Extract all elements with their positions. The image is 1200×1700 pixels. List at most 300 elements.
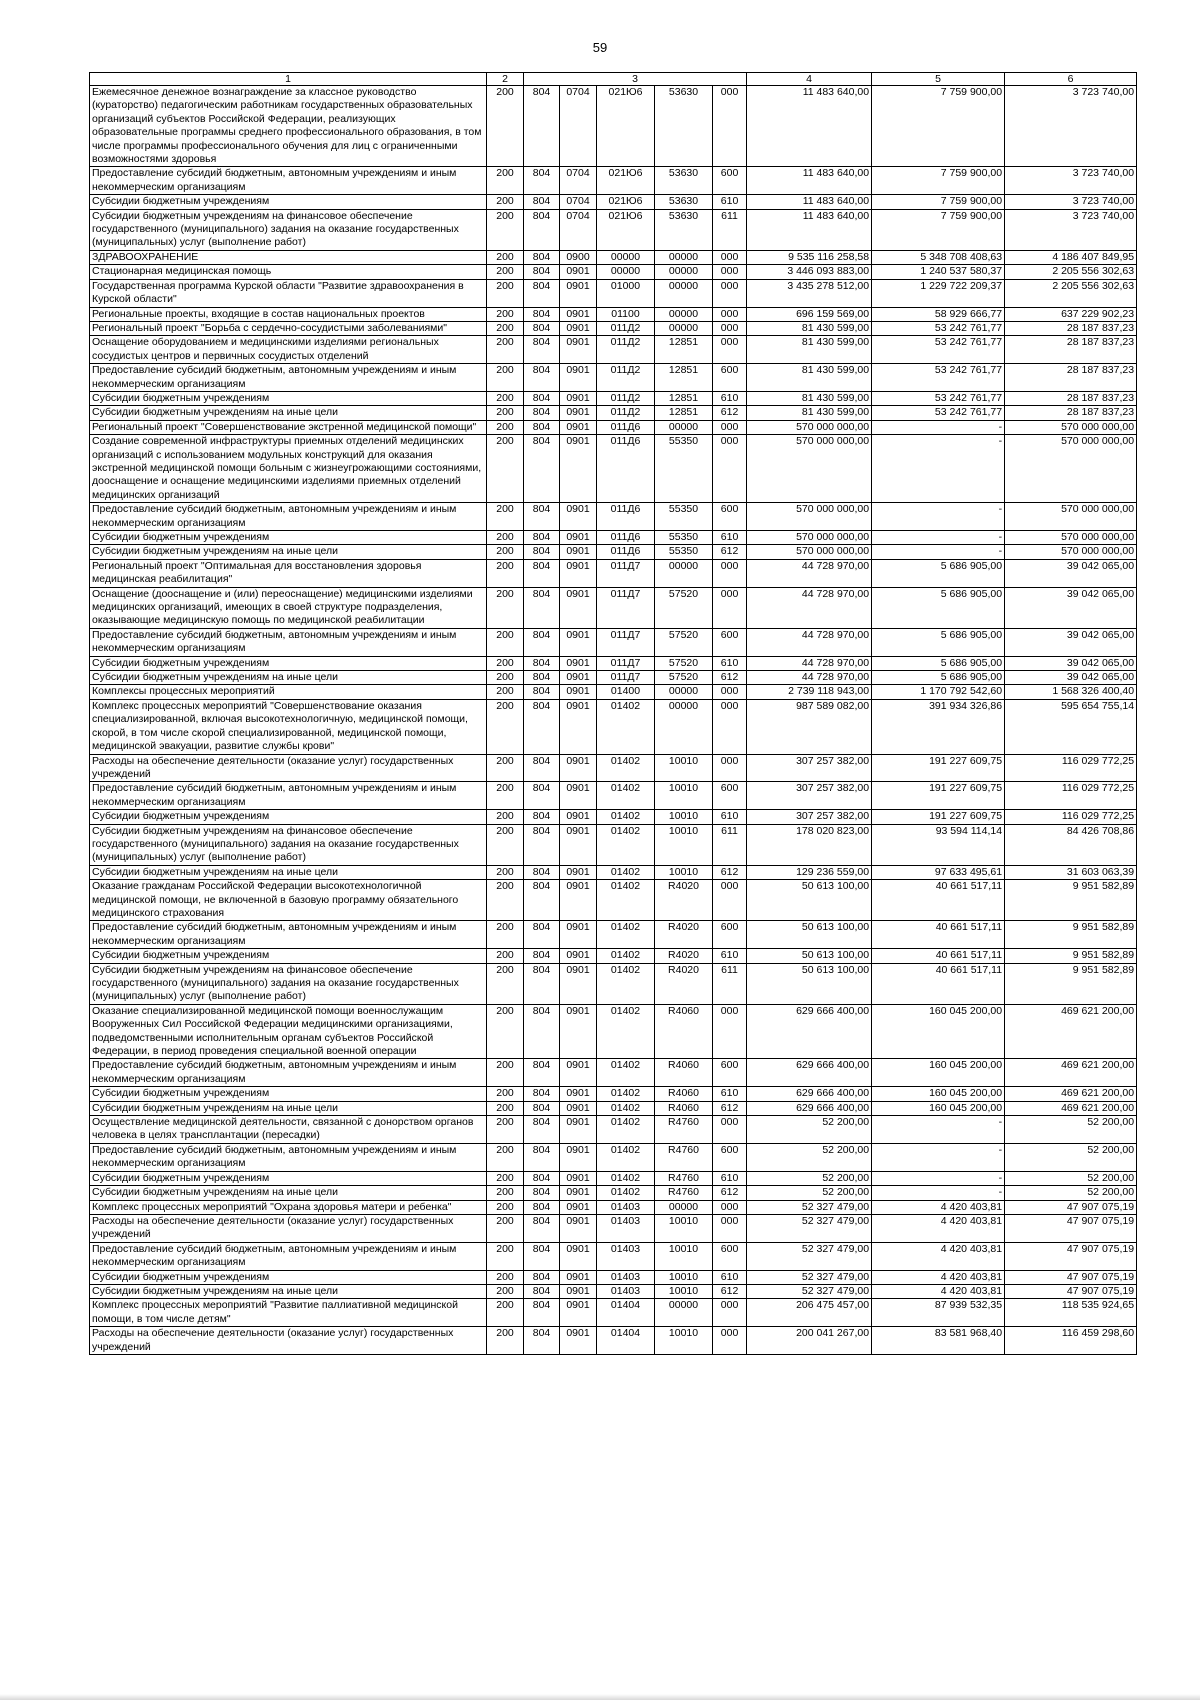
amount-c5: 5 348 708 408,63	[872, 250, 1005, 264]
amount-c4: 129 236 559,00	[747, 865, 872, 879]
amount-c4: 52 200,00	[747, 1116, 872, 1144]
row-name: Предоставление субсидий бюджетным, автономным учреждениям и иным некоммерческим организациям	[90, 167, 487, 195]
amount-c5: -	[872, 531, 1005, 545]
amount-c5: 4 420 403,81	[872, 1242, 1005, 1270]
code-c3e: 000	[713, 1299, 747, 1327]
header-col-5: 5	[872, 73, 1005, 86]
code-c3d: 10010	[655, 1214, 713, 1242]
code-c2: 200	[487, 1087, 524, 1101]
amount-c5: -	[872, 1116, 1005, 1144]
amount-c6: 39 042 065,00	[1005, 671, 1137, 685]
amount-c6: 39 042 065,00	[1005, 587, 1137, 628]
code-c3d: 53630	[655, 167, 713, 195]
code-c3e: 611	[713, 963, 747, 1004]
amount-c6: 28 187 837,23	[1005, 336, 1137, 364]
code-c3d: R4020	[655, 880, 713, 921]
code-c3b: 0901	[560, 865, 597, 879]
code-c3a: 804	[524, 782, 560, 810]
amount-c4: 3 446 093 883,00	[747, 265, 872, 279]
code-c3e: 000	[713, 699, 747, 754]
row-name: Субсидии бюджетным учреждениям на иные цели	[90, 545, 487, 559]
code-c3e: 600	[713, 1242, 747, 1270]
table-row	[90, 420, 1137, 434]
code-c3e: 000	[713, 435, 747, 503]
code-c3d: 10010	[655, 1270, 713, 1284]
table-row	[90, 265, 1137, 279]
code-c3a: 804	[524, 1270, 560, 1284]
code-c3b: 0901	[560, 435, 597, 503]
table-row	[90, 531, 1137, 545]
code-c2: 200	[487, 949, 524, 963]
code-c3b: 0901	[560, 307, 597, 321]
amount-c5: -	[872, 420, 1005, 434]
amount-c6: 28 187 837,23	[1005, 321, 1137, 335]
code-c3e: 000	[713, 265, 747, 279]
code-c3c: 01402	[597, 880, 655, 921]
amount-c4: 50 613 100,00	[747, 921, 872, 949]
row-name: Субсидии бюджетным учреждениям на иные цели	[90, 1101, 487, 1115]
code-c3c: 01400	[597, 685, 655, 699]
code-c3e: 611	[713, 824, 747, 865]
row-name: Региональный проект "Оптимальная для восстановления здоровья медицинская реабилитация"	[90, 559, 487, 587]
amount-c4: 629 666 400,00	[747, 1059, 872, 1087]
code-c3d: 55350	[655, 545, 713, 559]
code-c3b: 0901	[560, 545, 597, 559]
row-name: Субсидии бюджетным учреждениям на иные цели	[90, 406, 487, 420]
code-c3b: 0901	[560, 880, 597, 921]
code-c3c: 01403	[597, 1270, 655, 1284]
code-c3a: 804	[524, 336, 560, 364]
code-c3b: 0900	[560, 250, 597, 264]
amount-c6: 28 187 837,23	[1005, 364, 1137, 392]
code-c3d: 00000	[655, 685, 713, 699]
row-name: Стационарная медицинская помощь	[90, 265, 487, 279]
code-c2: 200	[487, 435, 524, 503]
amount-c5: 53 242 761,77	[872, 364, 1005, 392]
amount-c5: 7 759 900,00	[872, 195, 1005, 209]
amount-c6: 47 907 075,19	[1005, 1200, 1137, 1214]
amount-c6: 469 621 200,00	[1005, 1087, 1137, 1101]
amount-c5: -	[872, 435, 1005, 503]
amount-c4: 44 728 970,00	[747, 587, 872, 628]
code-c3a: 804	[524, 921, 560, 949]
code-c3c: 011Д7	[597, 587, 655, 628]
table-row	[90, 587, 1137, 628]
code-c2: 200	[487, 279, 524, 307]
table-row	[90, 195, 1137, 209]
code-c3c: 01404	[597, 1299, 655, 1327]
amount-c4: 52 200,00	[747, 1143, 872, 1171]
code-c2: 200	[487, 880, 524, 921]
amount-c4: 3 435 278 512,00	[747, 279, 872, 307]
code-c3d: 00000	[655, 1200, 713, 1214]
amount-c5: 7 759 900,00	[872, 86, 1005, 167]
amount-c5: 4 420 403,81	[872, 1284, 1005, 1298]
code-c3e: 000	[713, 250, 747, 264]
code-c3c: 011Д2	[597, 364, 655, 392]
table-row	[90, 307, 1137, 321]
code-c2: 200	[487, 209, 524, 250]
code-c3b: 0901	[560, 1087, 597, 1101]
amount-c5: 5 686 905,00	[872, 587, 1005, 628]
amount-c5: 87 939 532,35	[872, 1299, 1005, 1327]
amount-c5: 4 420 403,81	[872, 1270, 1005, 1284]
code-c3b: 0901	[560, 921, 597, 949]
code-c2: 200	[487, 963, 524, 1004]
code-c3a: 804	[524, 810, 560, 824]
table-row	[90, 824, 1137, 865]
amount-c5: -	[872, 545, 1005, 559]
table-row	[90, 699, 1137, 754]
code-c3e: 000	[713, 1116, 747, 1144]
amount-c6: 28 187 837,23	[1005, 406, 1137, 420]
code-c3b: 0704	[560, 167, 597, 195]
amount-c5: 40 661 517,11	[872, 963, 1005, 1004]
table-row	[90, 336, 1137, 364]
code-c2: 200	[487, 656, 524, 670]
code-c3d: R4760	[655, 1116, 713, 1144]
code-c3b: 0901	[560, 531, 597, 545]
amount-c5: 93 594 114,14	[872, 824, 1005, 865]
code-c3a: 804	[524, 963, 560, 1004]
code-c3c: 021Ю6	[597, 86, 655, 167]
code-c3c: 01402	[597, 754, 655, 782]
code-c2: 200	[487, 336, 524, 364]
code-c3a: 804	[524, 307, 560, 321]
table-row	[90, 364, 1137, 392]
table-row	[90, 86, 1137, 167]
row-name: Расходы на обеспечение деятельности (оказание услуг) государственных учреждений	[90, 1214, 487, 1242]
table-row	[90, 1059, 1137, 1087]
page-number: 59	[592, 40, 608, 55]
code-c3a: 804	[524, 1171, 560, 1185]
amount-c5: 5 686 905,00	[872, 671, 1005, 685]
code-c2: 200	[487, 810, 524, 824]
code-c2: 200	[487, 503, 524, 531]
code-c3e: 000	[713, 1004, 747, 1059]
table-row	[90, 406, 1137, 420]
header-row	[90, 73, 1137, 86]
amount-c4: 570 000 000,00	[747, 545, 872, 559]
row-name: Комплекс процессных мероприятий "Совершенствование оказания специализированной, включая высокотехнологичную, медицинской помощи, скорой, в том числе скорой специализированной, медицинской помощи, медицинской эвакуации, развитие службы крови"	[90, 699, 487, 754]
amount-c4: 50 613 100,00	[747, 949, 872, 963]
code-c2: 200	[487, 824, 524, 865]
table-row	[90, 279, 1137, 307]
amount-c5: 1 229 722 209,37	[872, 279, 1005, 307]
row-name: Субсидии бюджетным учреждениям	[90, 1087, 487, 1101]
code-c3c: 011Д6	[597, 420, 655, 434]
code-c3d: 10010	[655, 810, 713, 824]
table-row	[90, 921, 1137, 949]
amount-c4: 81 430 599,00	[747, 336, 872, 364]
code-c3a: 804	[524, 1327, 560, 1355]
header-col-2: 2	[487, 73, 524, 86]
code-c3d: 10010	[655, 782, 713, 810]
row-name: Создание современной инфраструктуры приемных отделений медицинских организаций с использованием модульных конструкций для оказания экстренной медицинской помощи больным с жизнеугрожающими состояниями, дооснащение и оснащение медицинскими изделиями приемных отделений медицинских организаций	[90, 435, 487, 503]
code-c3e: 612	[713, 865, 747, 879]
amount-c6: 570 000 000,00	[1005, 545, 1137, 559]
amount-c5: 5 686 905,00	[872, 559, 1005, 587]
code-c3e: 600	[713, 921, 747, 949]
code-c3c: 011Д6	[597, 503, 655, 531]
code-c3d: R4760	[655, 1143, 713, 1171]
amount-c4: 50 613 100,00	[747, 880, 872, 921]
amount-c4: 629 666 400,00	[747, 1087, 872, 1101]
code-c2: 200	[487, 1200, 524, 1214]
amount-c6: 52 200,00	[1005, 1143, 1137, 1171]
code-c3a: 804	[524, 391, 560, 405]
code-c3c: 01402	[597, 1143, 655, 1171]
row-name: Комплексы процессных мероприятий	[90, 685, 487, 699]
code-c2: 200	[487, 559, 524, 587]
amount-c6: 469 621 200,00	[1005, 1101, 1137, 1115]
code-c3c: 01402	[597, 810, 655, 824]
row-name: Оказание специализированной медицинской помощи военнослужащим Вооруженных Сил Российской Федерации медицинскими организациями, подведомственными исполнительным органам субъектов Российской Федерации, в период проведения специальной военной операции	[90, 1004, 487, 1059]
code-c3b: 0901	[560, 1143, 597, 1171]
amount-c4: 52 327 479,00	[747, 1270, 872, 1284]
amount-c6: 570 000 000,00	[1005, 435, 1137, 503]
code-c2: 200	[487, 1143, 524, 1171]
code-c3a: 804	[524, 250, 560, 264]
code-c2: 200	[487, 420, 524, 434]
row-name: Расходы на обеспечение деятельности (оказание услуг) государственных учреждений	[90, 1327, 487, 1355]
code-c2: 200	[487, 1116, 524, 1144]
code-c3d: 12851	[655, 391, 713, 405]
code-c3d: 57520	[655, 587, 713, 628]
amount-c5: -	[872, 1171, 1005, 1185]
code-c3d: R4060	[655, 1101, 713, 1115]
amount-c5: 160 045 200,00	[872, 1087, 1005, 1101]
code-c3b: 0901	[560, 1284, 597, 1298]
budget-table	[89, 72, 1137, 1355]
code-c3e: 612	[713, 406, 747, 420]
table-row	[90, 1284, 1137, 1298]
code-c3a: 804	[524, 195, 560, 209]
code-c3d: 10010	[655, 824, 713, 865]
table-row	[90, 671, 1137, 685]
code-c3d: 10010	[655, 1284, 713, 1298]
code-c2: 200	[487, 628, 524, 656]
header-col-6: 6	[1005, 73, 1137, 86]
amount-c5: 4 420 403,81	[872, 1200, 1005, 1214]
row-name: Предоставление субсидий бюджетным, автономным учреждениям и иным некоммерческим организациям	[90, 364, 487, 392]
amount-c5: 160 045 200,00	[872, 1059, 1005, 1087]
amount-c4: 11 483 640,00	[747, 209, 872, 250]
code-c2: 200	[487, 1059, 524, 1087]
code-c3c: 011Д2	[597, 391, 655, 405]
amount-c4: 50 613 100,00	[747, 963, 872, 1004]
code-c3a: 804	[524, 435, 560, 503]
code-c3c: 01403	[597, 1200, 655, 1214]
code-c3a: 804	[524, 656, 560, 670]
amount-c5: 4 420 403,81	[872, 1214, 1005, 1242]
code-c3a: 804	[524, 1284, 560, 1298]
code-c3d: 55350	[655, 531, 713, 545]
row-name: Предоставление субсидий бюджетным, автономным учреждениям и иным некоммерческим организациям	[90, 782, 487, 810]
table-row	[90, 949, 1137, 963]
code-c3d: 55350	[655, 435, 713, 503]
row-name: Оказание гражданам Российской Федерации высокотехнологичной медицинской помощи, не включенной в базовую программу обязательного медицинского страхования	[90, 880, 487, 921]
code-c3c: 01402	[597, 1059, 655, 1087]
amount-c6: 570 000 000,00	[1005, 420, 1137, 434]
code-c3a: 804	[524, 86, 560, 167]
code-c3c: 01402	[597, 1171, 655, 1185]
code-c3a: 804	[524, 321, 560, 335]
row-name: Субсидии бюджетным учреждениям на финансовое обеспечение государственного (муниципального) задания на оказание государственных (муниципальных) услуг (выполнение работ)	[90, 209, 487, 250]
code-c3c: 011Д2	[597, 336, 655, 364]
table-row	[90, 167, 1137, 195]
code-c3d: 00000	[655, 265, 713, 279]
code-c3b: 0901	[560, 810, 597, 824]
amount-c6: 637 229 902,23	[1005, 307, 1137, 321]
code-c2: 200	[487, 1327, 524, 1355]
amount-c5: 40 661 517,11	[872, 880, 1005, 921]
amount-c6: 39 042 065,00	[1005, 559, 1137, 587]
code-c3a: 804	[524, 1214, 560, 1242]
amount-c4: 52 327 479,00	[747, 1284, 872, 1298]
scan-edge	[0, 1694, 1200, 1700]
table-row	[90, 1171, 1137, 1185]
code-c3c: 01402	[597, 699, 655, 754]
code-c3b: 0704	[560, 86, 597, 167]
code-c3e: 612	[713, 671, 747, 685]
table-row	[90, 391, 1137, 405]
amount-c4: 987 589 082,00	[747, 699, 872, 754]
code-c3c: 01402	[597, 1186, 655, 1200]
code-c3b: 0901	[560, 1327, 597, 1355]
code-c3c: 011Д7	[597, 559, 655, 587]
table-row	[90, 782, 1137, 810]
code-c3e: 611	[713, 209, 747, 250]
amount-c6: 47 907 075,19	[1005, 1242, 1137, 1270]
code-c3b: 0901	[560, 963, 597, 1004]
amount-c6: 84 426 708,86	[1005, 824, 1137, 865]
row-name: Субсидии бюджетным учреждениям	[90, 1171, 487, 1185]
amount-c4: 629 666 400,00	[747, 1101, 872, 1115]
code-c3a: 804	[524, 1101, 560, 1115]
code-c3a: 804	[524, 1059, 560, 1087]
amount-c5: 160 045 200,00	[872, 1101, 1005, 1115]
code-c3d: 00000	[655, 1299, 713, 1327]
code-c2: 200	[487, 1171, 524, 1185]
code-c2: 200	[487, 406, 524, 420]
code-c3e: 000	[713, 754, 747, 782]
code-c3b: 0901	[560, 699, 597, 754]
code-c3b: 0901	[560, 1101, 597, 1115]
code-c2: 200	[487, 1270, 524, 1284]
code-c3b: 0901	[560, 420, 597, 434]
code-c3a: 804	[524, 1087, 560, 1101]
code-c2: 200	[487, 1299, 524, 1327]
code-c3a: 804	[524, 685, 560, 699]
code-c3a: 804	[524, 209, 560, 250]
row-name: Субсидии бюджетным учреждениям	[90, 1270, 487, 1284]
code-c3c: 01403	[597, 1214, 655, 1242]
amount-c6: 3 723 740,00	[1005, 167, 1137, 195]
amount-c6: 116 029 772,25	[1005, 810, 1137, 824]
amount-c4: 570 000 000,00	[747, 503, 872, 531]
code-c2: 200	[487, 587, 524, 628]
code-c3a: 804	[524, 559, 560, 587]
amount-c6: 116 459 298,60	[1005, 1327, 1137, 1355]
amount-c4: 44 728 970,00	[747, 628, 872, 656]
code-c3b: 0901	[560, 1171, 597, 1185]
code-c3a: 804	[524, 545, 560, 559]
code-c3a: 804	[524, 865, 560, 879]
code-c3a: 804	[524, 699, 560, 754]
code-c3d: R4760	[655, 1186, 713, 1200]
amount-c5: -	[872, 1143, 1005, 1171]
code-c3b: 0901	[560, 1059, 597, 1087]
code-c2: 200	[487, 364, 524, 392]
row-name: Субсидии бюджетным учреждениям	[90, 810, 487, 824]
code-c3d: R4020	[655, 963, 713, 1004]
table-row	[90, 1101, 1137, 1115]
amount-c6: 595 654 755,14	[1005, 699, 1137, 754]
code-c3d: 53630	[655, 86, 713, 167]
code-c3c: 01402	[597, 949, 655, 963]
code-c3d: 53630	[655, 209, 713, 250]
code-c3b: 0901	[560, 1116, 597, 1144]
code-c2: 200	[487, 782, 524, 810]
code-c3b: 0901	[560, 656, 597, 670]
code-c2: 200	[487, 307, 524, 321]
code-c3d: R4760	[655, 1171, 713, 1185]
code-c3c: 021Ю6	[597, 167, 655, 195]
code-c3c: 01402	[597, 782, 655, 810]
code-c3c: 01403	[597, 1284, 655, 1298]
amount-c4: 52 327 479,00	[747, 1200, 872, 1214]
amount-c6: 28 187 837,23	[1005, 391, 1137, 405]
code-c3b: 0704	[560, 209, 597, 250]
code-c3b: 0901	[560, 336, 597, 364]
amount-c5: 97 633 495,61	[872, 865, 1005, 879]
row-name: Субсидии бюджетным учреждениям	[90, 391, 487, 405]
code-c3e: 610	[713, 195, 747, 209]
code-c3b: 0901	[560, 587, 597, 628]
code-c2: 200	[487, 865, 524, 879]
code-c2: 200	[487, 545, 524, 559]
table-row	[90, 628, 1137, 656]
amount-c4: 44 728 970,00	[747, 559, 872, 587]
table-row	[90, 250, 1137, 264]
code-c3d: 10010	[655, 1242, 713, 1270]
amount-c4: 307 257 382,00	[747, 810, 872, 824]
code-c3e: 000	[713, 559, 747, 587]
code-c3b: 0901	[560, 559, 597, 587]
amount-c6: 52 200,00	[1005, 1186, 1137, 1200]
row-name: Субсидии бюджетным учреждениям на иные цели	[90, 865, 487, 879]
table-row	[90, 685, 1137, 699]
code-c3e: 000	[713, 1214, 747, 1242]
amount-c4: 81 430 599,00	[747, 406, 872, 420]
code-c3a: 804	[524, 420, 560, 434]
code-c3b: 0901	[560, 279, 597, 307]
code-c2: 200	[487, 671, 524, 685]
code-c3a: 804	[524, 824, 560, 865]
header-col-3: 3	[524, 73, 747, 86]
code-c3a: 804	[524, 671, 560, 685]
code-c3a: 804	[524, 949, 560, 963]
code-c2: 200	[487, 1284, 524, 1298]
amount-c4: 44 728 970,00	[747, 656, 872, 670]
code-c3c: 01403	[597, 1242, 655, 1270]
amount-c6: 47 907 075,19	[1005, 1284, 1137, 1298]
code-c3e: 000	[713, 336, 747, 364]
code-c3a: 804	[524, 364, 560, 392]
code-c3e: 612	[713, 1101, 747, 1115]
code-c3d: R4020	[655, 949, 713, 963]
